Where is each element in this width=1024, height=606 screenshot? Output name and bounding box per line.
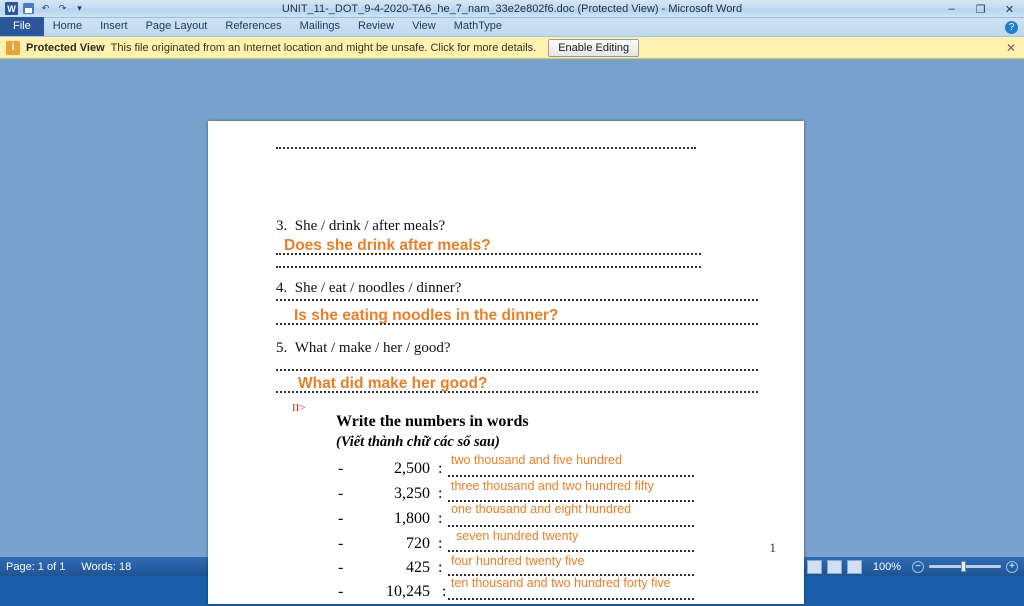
draft-view-button[interactable] bbox=[847, 560, 862, 574]
dotted-line bbox=[276, 299, 758, 301]
question-4-text: She / eat / noodles / dinner? bbox=[294, 280, 462, 296]
outline-view-button[interactable] bbox=[827, 560, 842, 574]
number-value: 3,250 bbox=[394, 485, 430, 502]
dotted-line bbox=[276, 147, 696, 149]
number-answer: four hundred twenty five bbox=[451, 554, 585, 568]
restore-button[interactable]: ❐ bbox=[975, 3, 986, 16]
tab-home[interactable]: Home bbox=[52, 20, 83, 32]
number-value: 720 bbox=[406, 535, 430, 552]
question-4-answer-row bbox=[276, 309, 758, 331]
dotted-line bbox=[276, 266, 701, 268]
enable-editing-button[interactable]: Enable Editing bbox=[548, 39, 639, 57]
number-answer: seven hundred twenty bbox=[456, 529, 579, 543]
tab-review[interactable]: Review bbox=[358, 20, 395, 32]
question-5-text: What / make / her / good? bbox=[294, 340, 451, 356]
tab-file[interactable]: File bbox=[0, 17, 44, 36]
help-icon[interactable]: ? bbox=[1005, 21, 1018, 34]
section-subtitle: (Viết thành chữ các số sau) bbox=[336, 434, 500, 450]
ribbon-tab-bar bbox=[0, 18, 1024, 37]
list-dash: - bbox=[338, 559, 344, 576]
protected-view-label: Protected View bbox=[26, 41, 105, 54]
number-answer: two thousand and five hundred bbox=[451, 453, 622, 467]
customize-qat-icon[interactable]: ▾ bbox=[77, 3, 82, 13]
number-colon: : bbox=[438, 510, 443, 527]
web-layout-view-button[interactable] bbox=[807, 560, 822, 574]
number-colon: : bbox=[438, 559, 443, 576]
word-app-icon[interactable]: W bbox=[5, 2, 18, 15]
list-dash: - bbox=[338, 535, 344, 552]
number-colon: : bbox=[438, 535, 443, 552]
question-3-number: 3. bbox=[276, 218, 288, 234]
number-answer: one thousand and eight hundred bbox=[451, 502, 632, 516]
question-5-number: 5. bbox=[276, 340, 288, 356]
protected-view-message: This file originated from an Internet location and might be unsafe. Click for more details. bbox=[110, 41, 537, 54]
redo-icon[interactable]: ↷ bbox=[58, 3, 67, 13]
number-value: 2,500 bbox=[394, 460, 430, 477]
question-4-prompt bbox=[276, 279, 461, 297]
number-answer: ten thousand and two hundred forty five bbox=[451, 576, 671, 590]
zoom-level[interactable]: 100% bbox=[872, 560, 901, 573]
protected-view-bar bbox=[0, 37, 1024, 59]
question-4-answer: Is she eating noodles in the dinner? bbox=[294, 307, 559, 324]
close-button[interactable]: ✕ bbox=[1004, 3, 1015, 16]
tab-page-layout[interactable]: Page Layout bbox=[145, 20, 208, 32]
dotted-line bbox=[276, 369, 758, 371]
zoom-slider[interactable] bbox=[929, 565, 1001, 568]
zoom-out-button[interactable]: − bbox=[912, 561, 924, 573]
question-5-answer-row bbox=[276, 377, 758, 399]
word-count[interactable]: Words: 18 bbox=[81, 560, 132, 573]
number-colon: : bbox=[438, 485, 443, 502]
tab-references[interactable]: References bbox=[225, 20, 282, 32]
question-3-answer-row bbox=[276, 239, 701, 261]
title-bar bbox=[0, 0, 1024, 18]
tab-mailings[interactable]: Mailings bbox=[299, 20, 340, 32]
list-dash: - bbox=[338, 510, 344, 527]
question-3-prompt bbox=[276, 217, 445, 235]
number-value: 10,245 bbox=[386, 583, 430, 600]
question-5-answer: What did make her good? bbox=[298, 375, 488, 392]
quick-access-toolbar bbox=[0, 0, 86, 17]
page-indicator[interactable]: Page: 1 of 1 bbox=[6, 560, 66, 573]
document-page-number: 1 bbox=[769, 540, 776, 555]
tab-mathtype[interactable]: MathType bbox=[453, 20, 503, 32]
number-colon: : bbox=[438, 460, 443, 477]
list-dash: - bbox=[338, 460, 344, 477]
tab-insert[interactable]: Insert bbox=[100, 20, 128, 32]
minimize-button[interactable]: – bbox=[948, 3, 955, 15]
undo-icon[interactable]: ↶ bbox=[41, 3, 50, 13]
question-4-number: 4. bbox=[276, 280, 288, 296]
list-dash: - bbox=[338, 485, 344, 502]
zoom-slider-thumb[interactable] bbox=[961, 561, 966, 572]
window-title: UNIT_11-_DOT_9-4-2020-TA6_he_7_nam_33e2e802f6.doc (Protected View) - Microsoft Word bbox=[281, 2, 743, 15]
number-item-row bbox=[338, 576, 694, 606]
shield-icon: i bbox=[6, 41, 20, 55]
window-controls bbox=[937, 0, 1024, 17]
number-value: 1,800 bbox=[394, 510, 430, 527]
close-icon[interactable]: ✕ bbox=[1005, 40, 1016, 55]
list-dash: - bbox=[338, 583, 344, 600]
section-title: Write the numbers in words bbox=[336, 413, 529, 430]
number-value: 425 bbox=[406, 559, 430, 576]
status-bar-right bbox=[767, 560, 1018, 574]
save-icon[interactable] bbox=[22, 2, 35, 15]
question-5-prompt bbox=[276, 339, 451, 357]
section-marker: II> bbox=[292, 402, 306, 414]
number-colon: : bbox=[442, 583, 447, 600]
zoom-in-button[interactable]: + bbox=[1006, 561, 1018, 573]
question-3-text: She / drink / after meals? bbox=[294, 218, 446, 234]
number-answer: three thousand and two hundred fifty bbox=[451, 479, 654, 493]
question-3-answer: Does she drink after meals? bbox=[284, 237, 491, 254]
document-page[interactable] bbox=[208, 121, 804, 604]
tab-view[interactable]: View bbox=[412, 20, 436, 32]
